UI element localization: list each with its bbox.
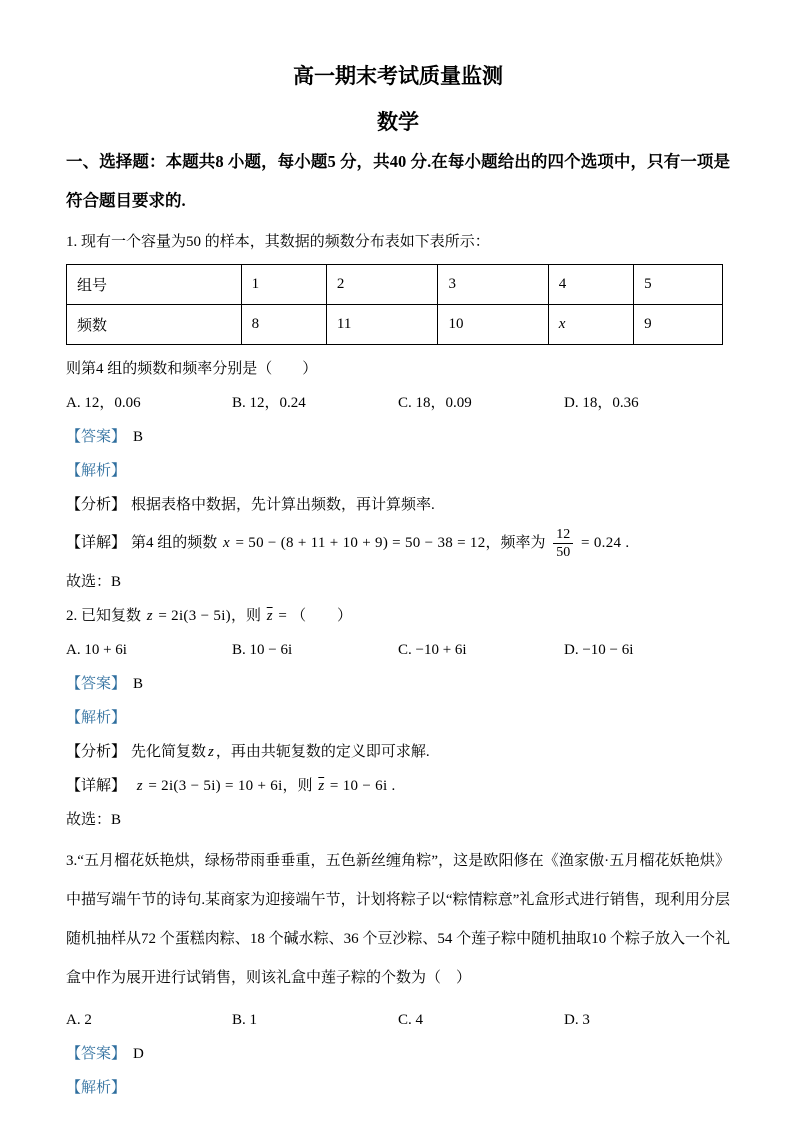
q3-answer-value: D (133, 1046, 144, 1062)
explain-label: 【解析】 (66, 1080, 127, 1096)
q3-option-d: D. 3 (564, 1012, 590, 1028)
answer-label: 【答案】 (66, 429, 127, 445)
q1-option-a: A. 12，0.06 (66, 395, 141, 411)
q1-explain-line (66, 459, 730, 483)
page-title: 高一期末考试质量监测 (293, 64, 503, 88)
q1-answer-line (66, 425, 730, 449)
table-cell: 3 (438, 265, 548, 305)
table-cell: 组号 (67, 265, 242, 305)
q1-detail-equation: = 50 − (8 + 11 + 10 + 9) = 50 − 38 = 12 (235, 534, 486, 551)
q2-option-b: B. 10 − 6i (232, 642, 293, 658)
q1-options (66, 391, 730, 415)
q2-answer-value: B (133, 676, 144, 692)
q2-detail-result: = 10 − 6i . (329, 778, 396, 794)
q1-detail-result: = 0.24 . (581, 534, 630, 551)
q3-option-a: A. 2 (66, 1012, 92, 1028)
q3-option-c: C. 4 (398, 1012, 424, 1028)
q2-analysis-pre: 先化简复数 (131, 744, 207, 760)
q1-option-d: D. 18，0.36 (564, 395, 639, 411)
table-row-frequency (67, 305, 723, 345)
table-cell: 2 (326, 265, 438, 305)
q3-stem: 3.“五月榴花妖艳烘，绿杨带雨垂垂重，五色新丝缠角粽”，这是欧阳修在《渔家傲·五月榴花妖艳烘》中描写端午节的诗句.某商家为迎接端午节，计划将粽子以“粽情粽意”礼盒形式进行销售，现利用分层随机抽样从72 个蛋糕肉粽、18 个碱水粽、36 个豆沙粽、54 个莲子粽中随机抽取10 个粽子放入一个礼盒中作为展开进行试销售，则该礼盒中莲子粽的个数为（ ） (66, 853, 730, 986)
q2-analysis-post: ，再由共轭复数的定义即可求解. (215, 744, 430, 760)
q2-option-c: C. −10 + 6i (398, 642, 467, 658)
q2-detail-z-conjugate: $\overline{z}$ (318, 778, 325, 794)
detail-label: 【详解】 (66, 534, 127, 551)
fraction-numerator: 12 (553, 527, 573, 544)
answer-label: 【答案】 (66, 676, 127, 692)
q2-stem-mid: ，则 (230, 608, 261, 624)
q1-answer-value: B (133, 429, 144, 445)
table-row-group-number (67, 265, 723, 305)
q1-analysis-line (66, 493, 730, 517)
q3-option-b: B. 1 (232, 1012, 258, 1028)
q2-stem-post: = （ ） (278, 608, 353, 624)
q2-detail-equation: = 2i(3 − 5i) = 10 + 6i (148, 778, 283, 794)
q2-detail-variable: z (136, 778, 143, 794)
q2-detail-line (66, 774, 730, 798)
explain-label: 【解析】 (66, 463, 127, 479)
q1-option-c: C. 18，0.09 (398, 395, 472, 411)
table-cell: 9 (634, 305, 723, 345)
table-cell: 8 (241, 305, 326, 345)
q3-explain-line (66, 1076, 730, 1100)
q3-answer-line (66, 1042, 730, 1066)
explain-label: 【解析】 (66, 710, 127, 726)
table-cell: 频数 (67, 305, 242, 345)
question-2 (66, 604, 730, 832)
table-cell: 5 (634, 265, 723, 305)
q2-option-d: D. −10 − 6i (564, 642, 634, 658)
q2-z-conjugate: $\overline{z}$ (266, 608, 273, 624)
table-cell-x: x (548, 305, 633, 345)
q1-analysis-text: 根据表格中数据，先计算出频数，再计算频率. (131, 497, 435, 513)
answer-label: 【答案】 (66, 1046, 127, 1062)
detail-label: 【详解】 (66, 778, 127, 794)
q1-detail-variable: x (223, 534, 230, 551)
q2-options (66, 638, 730, 662)
page-subtitle: 数学 (377, 110, 419, 134)
q1-option-b: B. 12，0.24 (232, 395, 306, 411)
table-cell: 4 (548, 265, 633, 305)
table-cell: 10 (438, 305, 548, 345)
table-cell: 1 (241, 265, 326, 305)
q2-detail-mid: ，则 (282, 778, 313, 794)
q2-conclusion: 故选：B (66, 812, 122, 828)
q2-variable-z: z (146, 608, 153, 624)
q2-analysis-variable: z (208, 744, 214, 760)
q2-answer-line (66, 672, 730, 696)
q2-stem-pre: 2. 已知复数 (66, 608, 142, 624)
q1-detail-line (66, 527, 730, 560)
section-heading: 一、选择题：本题共8 小题，每小题5 分，共40 分.在每小题给出的四个选项中，只有一项是符合题目要求的. (66, 152, 730, 210)
question-3 (66, 842, 730, 1100)
q2-explain-line (66, 706, 730, 730)
q1-stem-question: 则第4 组的频数和频率分别是（ ） (66, 361, 318, 377)
fraction-denominator: 50 (556, 545, 571, 560)
table-cell: 11 (326, 305, 438, 345)
q3-options (66, 1008, 730, 1032)
q2-stem (66, 604, 730, 628)
q2-stem-equation: = 2i(3 − 5i) (158, 608, 231, 624)
q2-option-a: A. 10 + 6i (66, 642, 127, 658)
q2-analysis-line (66, 740, 730, 764)
q1-stem: 1. 现有一个容量为50 的样本，其数据的频数分布表如下表所示： (66, 234, 490, 250)
q1-detail-mid: ，频率为 (485, 534, 546, 551)
question-1 (66, 230, 730, 594)
q1-conclusion: 故选：B (66, 574, 122, 590)
q1-detail-pre: 第4 组的频数 (131, 534, 218, 551)
analysis-label: 【分析】 (66, 744, 127, 760)
q1-frequency-table (66, 264, 723, 345)
fraction-12-50 (553, 527, 573, 560)
analysis-label: 【分析】 (66, 497, 127, 513)
